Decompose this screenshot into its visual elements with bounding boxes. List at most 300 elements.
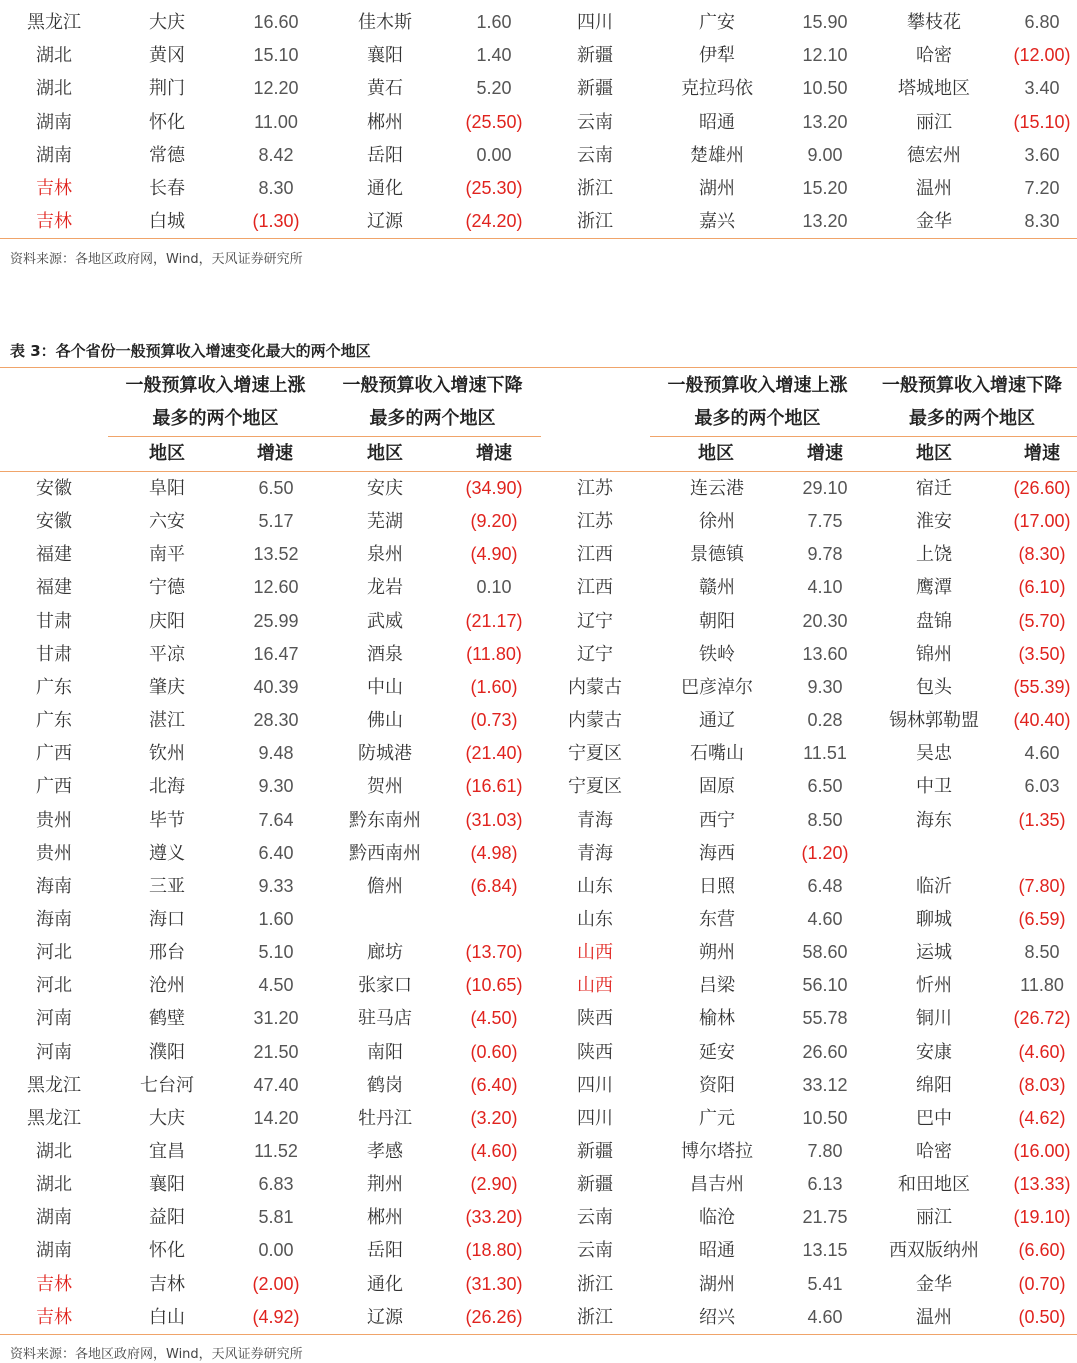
table-3-row	[0, 704, 1077, 737]
table-2-cell: 荆门	[149, 78, 185, 100]
table-3-cell	[988, 837, 1077, 870]
table-3-cell: 运城	[916, 942, 952, 964]
table-2-cell: 3.60	[1024, 144, 1060, 165]
table-3-cell: 新疆	[577, 1141, 613, 1162]
table-3-cell: 6.50	[807, 776, 843, 797]
right-group-down-header-2: 最多的两个地区	[909, 408, 1035, 429]
table-3-cell: 防城港	[358, 743, 412, 765]
table-2-cell: 5.20	[476, 78, 512, 99]
table-3-cell: 9.30	[807, 676, 843, 697]
col-header-region: 地区	[698, 443, 734, 464]
col-header-growth: 增速	[257, 443, 293, 464]
table-3-row	[0, 538, 1077, 571]
table-2-cell: 克拉玛依	[681, 78, 753, 100]
table-2-cell: 新疆	[577, 45, 613, 67]
table-3-cell: 朔州	[699, 942, 735, 964]
table-3-cell: 安徽	[36, 478, 72, 499]
table-3-cell: (16.61)	[465, 776, 523, 797]
table-3-cell: 上饶	[916, 544, 952, 566]
table-3-cell: 博尔塔拉	[681, 1141, 753, 1162]
table-2-cell: 常德	[149, 144, 185, 166]
table-3-cell: (0.73)	[470, 710, 518, 731]
table-3-cell: 七台河	[140, 1074, 194, 1096]
table-2-cell: 金华	[916, 211, 952, 233]
table-2-cell: 大庆	[149, 12, 185, 33]
table-2-cell: 郴州	[367, 111, 403, 133]
table-3-cell: 4.60	[807, 1306, 843, 1327]
table-2-cell: 0.00	[476, 144, 512, 165]
table-2-cell: 吉林	[36, 178, 72, 199]
table-2-cell: 昭通	[699, 111, 735, 133]
table-2-cell: 8.30	[1024, 211, 1060, 232]
table-3-cell: 益阳	[149, 1207, 185, 1229]
table-3-cell: 石嘴山	[690, 743, 744, 765]
table-2-cell: 13.20	[802, 111, 848, 132]
table-3-cell: 福建	[36, 577, 72, 599]
table-3-cell: 9.48	[258, 743, 294, 764]
table-3-cell: 泉州	[367, 544, 403, 566]
right-group-up-header-2: 最多的两个地区	[694, 408, 821, 429]
table-3-cell: 4.10	[807, 577, 843, 598]
table-3-cell: 12.60	[253, 577, 299, 598]
table-3-cell: (26.26)	[465, 1306, 523, 1327]
table-3-cell: 56.10	[802, 975, 848, 996]
table-3-row	[0, 671, 1077, 704]
table-3-cell: 廊坊	[367, 942, 403, 964]
table-3-cell: 广西	[36, 743, 72, 765]
table-3-cell: 14.20	[253, 1107, 299, 1128]
table-3-cell: 6.40	[258, 842, 294, 863]
table-2-cell: 3.40	[1024, 78, 1060, 99]
left-group-down-header-2: 最多的两个地区	[369, 408, 496, 429]
table-2-cell: (25.30)	[465, 178, 523, 198]
table-3-cell: 巴中	[916, 1107, 952, 1129]
table-3-cell: 安庆	[367, 478, 403, 499]
left-group-up-header-1: 一般预算收入增速上涨	[125, 375, 306, 396]
table-2-cell: 8.30	[258, 178, 294, 198]
table-3-cell: 黑龙江	[27, 1107, 81, 1129]
table-3-cell: 四川	[577, 1107, 613, 1129]
table-2-cell: 四川	[577, 12, 613, 33]
table-3-cell: 海口	[149, 908, 185, 930]
table-3-cell: (3.50)	[1018, 643, 1066, 664]
table-3-cell: 8.50	[1024, 942, 1060, 963]
table-3-row	[0, 770, 1077, 803]
table-3-cell: 11.51	[803, 743, 847, 764]
table-3-cell: 赣州	[699, 577, 735, 599]
table-3-cell: 湖北	[36, 1174, 72, 1196]
table-3-cell: 绍兴	[699, 1306, 735, 1328]
table-3-row	[0, 837, 1077, 870]
table-3-cell: 钦州	[149, 743, 185, 765]
table-3-cell: 东营	[699, 908, 735, 930]
table-3-cell: (18.80)	[465, 1240, 523, 1261]
table-2-cell: 怀化	[149, 111, 185, 133]
table-3-cell: 白山	[149, 1306, 185, 1328]
table-3-cell: 13.15	[802, 1240, 848, 1261]
table-3-cell: 13.60	[802, 643, 848, 664]
table-3-cell: (17.00)	[1013, 511, 1071, 532]
table-3-cell: 吕梁	[699, 975, 735, 997]
source-note-1: 资料来源：各地区政府网，Wind，天风证券研究所	[10, 252, 303, 267]
table-3-cell: 武威	[367, 610, 403, 632]
table-2-bottom-rule	[0, 238, 1077, 239]
table-3-cell: (31.30)	[465, 1273, 523, 1294]
left-group-down-header-1: 一般预算收入增速下降	[342, 375, 523, 396]
table-3-cell: 景德镇	[690, 544, 744, 566]
table-3-cell: 昌吉州	[690, 1174, 744, 1196]
table-2-row	[0, 6, 1077, 39]
table-2-cell: 16.60	[253, 12, 299, 32]
table-3-cell: 33.12	[802, 1074, 848, 1095]
table-3-cell: 9.78	[807, 544, 843, 565]
table-3-cell: 山西	[577, 942, 613, 964]
table-3-row	[0, 737, 1077, 770]
table-2-cell: 黄冈	[149, 45, 185, 67]
table-3-cell: 郴州	[367, 1207, 403, 1229]
table-3-cell: 辽宁	[577, 610, 613, 632]
table-3-row	[0, 1102, 1077, 1135]
table-2-cell: 德宏州	[907, 144, 961, 166]
table-3-cell: 5.17	[258, 511, 294, 532]
table-2-cell: 云南	[577, 111, 613, 133]
table-3-cell: 包头	[916, 676, 952, 698]
table-3-cell: 6.13	[807, 1174, 843, 1195]
table-2-cell: (12.00)	[1013, 45, 1071, 66]
table-3-cell: 庆阳	[149, 610, 185, 632]
table-2-row	[0, 172, 1077, 205]
table-3-cell: 0.28	[807, 710, 843, 731]
table-3-cell: 青海	[577, 842, 613, 864]
table-3-cell: (8.30)	[1018, 544, 1066, 565]
table-2-cell: (15.10)	[1013, 111, 1071, 132]
table-3-cell: 贵州	[36, 842, 72, 864]
table-3-cell: 遵义	[149, 842, 185, 864]
table-3-cell: 4.50	[258, 975, 294, 996]
table-3-row	[0, 1002, 1077, 1035]
table-3-cell: 日照	[699, 875, 735, 897]
table-2-cell: 广安	[699, 12, 735, 33]
table-3-cell: 河北	[36, 975, 72, 997]
table-3-cell: 牡丹江	[358, 1107, 412, 1129]
table-3-cell: 锡林郭勒盟	[889, 710, 979, 732]
table-3-cell: (6.10)	[1018, 577, 1066, 598]
table-3-cell: 芜湖	[367, 511, 403, 533]
table-3-cell: (7.80)	[1018, 875, 1066, 896]
table-3-cell: (6.60)	[1018, 1240, 1066, 1261]
table-2-cell: 15.10	[253, 45, 299, 66]
table-2-cell: 8.42	[258, 144, 294, 165]
table-3-cell: (21.40)	[465, 743, 523, 764]
table-3-row	[0, 1234, 1077, 1267]
table-3-cell: 毕节	[149, 809, 185, 831]
table-3-cell: 西双版纳州	[889, 1240, 979, 1262]
table-3-cell: 13.52	[253, 544, 299, 565]
table-3-cell: 安康	[916, 1041, 952, 1063]
table-3-cell: (33.20)	[465, 1207, 523, 1228]
table-3-cell	[331, 903, 439, 936]
table-3-cell: 三亚	[149, 875, 185, 897]
table-3-cell: 邢台	[149, 942, 185, 964]
table-3-cell: (13.70)	[465, 942, 523, 963]
table-2-cell: 13.20	[802, 211, 848, 232]
table-3-cell: 朝阳	[699, 610, 735, 632]
table-3-cell: 28.30	[253, 710, 299, 731]
col-header-growth: 增速	[1024, 443, 1060, 464]
table-3-cell: (5.70)	[1018, 610, 1066, 631]
table-3-cell: 黑龙江	[27, 1074, 81, 1096]
table-3-cell: 吉林	[36, 1306, 72, 1328]
table-3-cell: 6.03	[1024, 776, 1060, 797]
table-3-cell: 内蒙古	[568, 710, 622, 732]
table-2-cell: 浙江	[577, 178, 613, 199]
table-3-cell: 昭通	[699, 1240, 735, 1262]
table-3-cell: (4.60)	[1018, 1041, 1066, 1062]
table-3-bottom-rule	[0, 1334, 1077, 1335]
table-3-cell: 中山	[367, 676, 403, 698]
table-3-cell: 绵阳	[916, 1074, 952, 1096]
table-3-cell: 聊城	[916, 908, 952, 930]
table-3-cell: 0.10	[476, 577, 512, 598]
table-2-cell: 云南	[577, 144, 613, 166]
table-3-cell: 29.10	[802, 478, 848, 498]
table-3-cell: 8.50	[807, 809, 843, 830]
table-3-cell: 湖南	[36, 1207, 72, 1229]
table-2-cell: 伊犁	[699, 45, 735, 67]
table-3-top-rule	[0, 367, 1077, 368]
table-2-row	[0, 139, 1077, 172]
table-3-cell: 新疆	[577, 1174, 613, 1196]
table-3-cell: 北海	[149, 776, 185, 798]
table-3-cell: 7.80	[807, 1141, 843, 1161]
table-2-cell: 7.20	[1024, 178, 1060, 198]
table-3-cell: 湖北	[36, 1141, 72, 1162]
table-3-cell: 阜阳	[149, 478, 185, 499]
table-3-cell: 20.30	[802, 610, 848, 631]
table-3-cell: (1.20)	[801, 842, 849, 863]
left-group-up-header-2: 最多的两个地区	[152, 408, 279, 429]
source-note-2: 资料来源：各地区政府网，Wind，天风证券研究所	[10, 1347, 303, 1362]
table-3-cell: 固原	[699, 776, 735, 798]
table-3-cell: 襄阳	[149, 1174, 185, 1196]
table-2-cell: 15.90	[802, 12, 848, 32]
table-3-cell: (4.98)	[470, 842, 518, 863]
table-3-cell: 宁夏区	[568, 776, 622, 798]
table-3-cell: 江苏	[577, 478, 613, 499]
table-3-cell: 广元	[699, 1107, 735, 1129]
table-3-cell: 广东	[36, 676, 72, 698]
table-2-cell: 浙江	[577, 211, 613, 233]
table-3-row	[0, 870, 1077, 903]
table-3-row	[0, 1168, 1077, 1201]
table-3-cell: 浙江	[577, 1273, 613, 1295]
table-3-cell: 岳阳	[367, 1240, 403, 1262]
table-2-cell: 塔城地区	[898, 78, 970, 100]
table-2-cell: 10.50	[802, 78, 848, 99]
table-3-cell: 11.52	[254, 1141, 298, 1161]
table-3-cell: 21.75	[802, 1207, 848, 1228]
table-3-cell: 中卫	[916, 776, 952, 798]
table-3-cell: 临沂	[916, 875, 952, 897]
table-2-cell: 通化	[367, 178, 403, 199]
table-3-cell: 西宁	[699, 809, 735, 831]
table-3-cell: (21.17)	[465, 610, 523, 631]
table-3-cell: 南阳	[367, 1041, 403, 1063]
table-3-cell: 徐州	[699, 511, 735, 533]
table-3-cell: 甘肃	[36, 643, 72, 665]
table-3-cell	[880, 837, 988, 870]
table-3-cell: 4.60	[807, 908, 843, 929]
table-3-row	[0, 903, 1077, 936]
table-3-cell: 16.47	[253, 643, 299, 664]
table-3-cell: 贺州	[367, 776, 403, 798]
table-2-cell: (1.30)	[252, 211, 300, 232]
table-3-cell: (6.40)	[470, 1074, 518, 1095]
table-3-cell: 鹤岗	[367, 1074, 403, 1096]
table-2-cell: 哈密	[916, 45, 952, 67]
table-3-cell: 山西	[577, 975, 613, 997]
table-3-cell: 江西	[577, 577, 613, 599]
table-3-cell: 7.64	[258, 809, 294, 830]
table-3-cell: (19.10)	[1013, 1207, 1071, 1228]
table-3-cell: 6.48	[807, 875, 843, 896]
table-3-cell: (3.20)	[470, 1107, 518, 1128]
table-3-cell: (31.03)	[465, 809, 523, 830]
table-3-cell: 青海	[577, 809, 613, 831]
table-3-cell: 通化	[367, 1273, 403, 1295]
table-3-cell: (1.60)	[470, 676, 518, 697]
table-3-row	[0, 936, 1077, 969]
table-3-cell: 宁德	[149, 577, 185, 599]
table-3-cell: (55.39)	[1013, 676, 1071, 697]
table-3-row	[0, 505, 1077, 538]
table-3-cell: 淮安	[916, 511, 952, 533]
table-2-cell: 佳木斯	[358, 12, 412, 33]
table-2-cell: 白城	[149, 211, 185, 233]
table-3-row	[0, 1268, 1077, 1301]
table-3-cell: 5.81	[258, 1207, 294, 1228]
table-3-cell: 广西	[36, 776, 72, 798]
table-3-row	[0, 571, 1077, 604]
col-header-region: 地区	[916, 443, 952, 464]
table-2-cell: 黑龙江	[27, 12, 81, 33]
table-3-row	[0, 804, 1077, 837]
table-3-cell: 河南	[36, 1008, 72, 1030]
table-3-cell: 儋州	[367, 875, 403, 897]
table-2-cell: (25.50)	[465, 111, 523, 132]
table-3-cell: (9.20)	[470, 511, 518, 532]
table-3-cell: 金华	[916, 1273, 952, 1295]
table-3-row	[0, 1301, 1077, 1334]
table-3-cell: 宜昌	[149, 1141, 185, 1162]
table-3-cell: 浙江	[577, 1306, 613, 1328]
table-2-cell: 12.20	[253, 78, 299, 99]
table-3-cell: 酒泉	[367, 643, 403, 665]
table-3-cell: 延安	[699, 1041, 735, 1063]
table-3-cell: 9.33	[258, 875, 294, 896]
table-3-cell: 佛山	[367, 710, 403, 732]
table-3-cell: 湖南	[36, 1240, 72, 1262]
table-3-cell: 湛江	[149, 710, 185, 732]
table-3-cell: 忻州	[916, 975, 952, 997]
table-3-cell: 内蒙古	[568, 676, 622, 698]
table-2-cell: 15.20	[802, 178, 848, 198]
table-3-cell: 6.83	[258, 1174, 294, 1195]
table-3-cell: (2.90)	[470, 1174, 518, 1195]
table-3-cell: 吉林	[36, 1273, 72, 1295]
table-3-cell: 黔东南州	[349, 809, 421, 831]
table-2-cell: 黄石	[367, 78, 403, 100]
table-3-cell: (4.50)	[470, 1008, 518, 1029]
table-3-cell: 31.20	[253, 1008, 299, 1029]
table-3-cell: 陕西	[577, 1041, 613, 1063]
table-3-cell: (2.00)	[252, 1273, 300, 1294]
table-3-cell: 海南	[36, 908, 72, 930]
table-3-cell: 贵州	[36, 809, 72, 831]
table-3-cell: 9.30	[258, 776, 294, 797]
table-2-cell: 岳阳	[367, 144, 403, 166]
table-3-cell: 六安	[149, 511, 185, 533]
table-3-cell: (34.90)	[465, 478, 523, 498]
col-header-growth: 增速	[476, 443, 512, 464]
table-3-cell: 哈密	[916, 1141, 952, 1162]
table-3-cell: 孝感	[367, 1141, 403, 1162]
table-2-row	[0, 106, 1077, 139]
table-3-cell: 平凉	[149, 643, 185, 665]
table-2-cell: 攀枝花	[907, 12, 961, 33]
table-3-cell: 连云港	[690, 478, 744, 499]
table-2-cell: 长春	[149, 178, 185, 199]
table-3-cell: 广东	[36, 710, 72, 732]
table-3-cell: 江苏	[577, 511, 613, 533]
table-3-cell: 龙岩	[367, 577, 403, 599]
table-3-cell: 福建	[36, 544, 72, 566]
col-header-region: 地区	[367, 443, 403, 464]
table-3-cell: 铁岭	[699, 643, 735, 665]
table-3-cell: 山东	[577, 908, 613, 930]
table-3-cell: 0.00	[258, 1240, 294, 1261]
table-3-cell: 辽源	[367, 1306, 403, 1328]
table-3-cell: 丽江	[916, 1207, 952, 1229]
table-3-cell: (4.62)	[1018, 1107, 1066, 1128]
table-2-cell: 9.00	[807, 144, 843, 165]
table-2-cell: 嘉兴	[699, 211, 735, 233]
table-2-row	[0, 39, 1077, 72]
table-3-cell: 10.50	[802, 1107, 848, 1128]
table-2-cell: 1.40	[476, 45, 512, 66]
table-2-cell: 襄阳	[367, 45, 403, 67]
table-2-cell: (24.20)	[465, 211, 523, 232]
table-3-row	[0, 1069, 1077, 1102]
table-3-cell: 7.75	[807, 511, 843, 532]
table-3-cell: (40.40)	[1013, 710, 1071, 731]
table-3-cell: 荆州	[367, 1174, 403, 1196]
table-3-cell: (26.72)	[1013, 1008, 1071, 1029]
table-3-cell: (11.80)	[466, 643, 522, 664]
table-3-cell: 濮阳	[149, 1041, 185, 1063]
table-2-cell: 11.00	[254, 111, 298, 132]
table-2-cell: 12.10	[802, 45, 848, 66]
table-3-cell: 和田地区	[898, 1174, 970, 1196]
table-3-row	[0, 969, 1077, 1002]
table-3-cell: 海西	[699, 842, 735, 864]
table-3-cell: 25.99	[253, 610, 299, 631]
table-3-cell: 辽宁	[577, 643, 613, 665]
table-3-cell: 四川	[577, 1074, 613, 1096]
table-3-title: 表 3：各个省份一般预算收入增速变化最大的两个地区	[10, 342, 371, 360]
table-3-cell: 河南	[36, 1041, 72, 1063]
table-3-cell: (6.84)	[470, 875, 518, 896]
